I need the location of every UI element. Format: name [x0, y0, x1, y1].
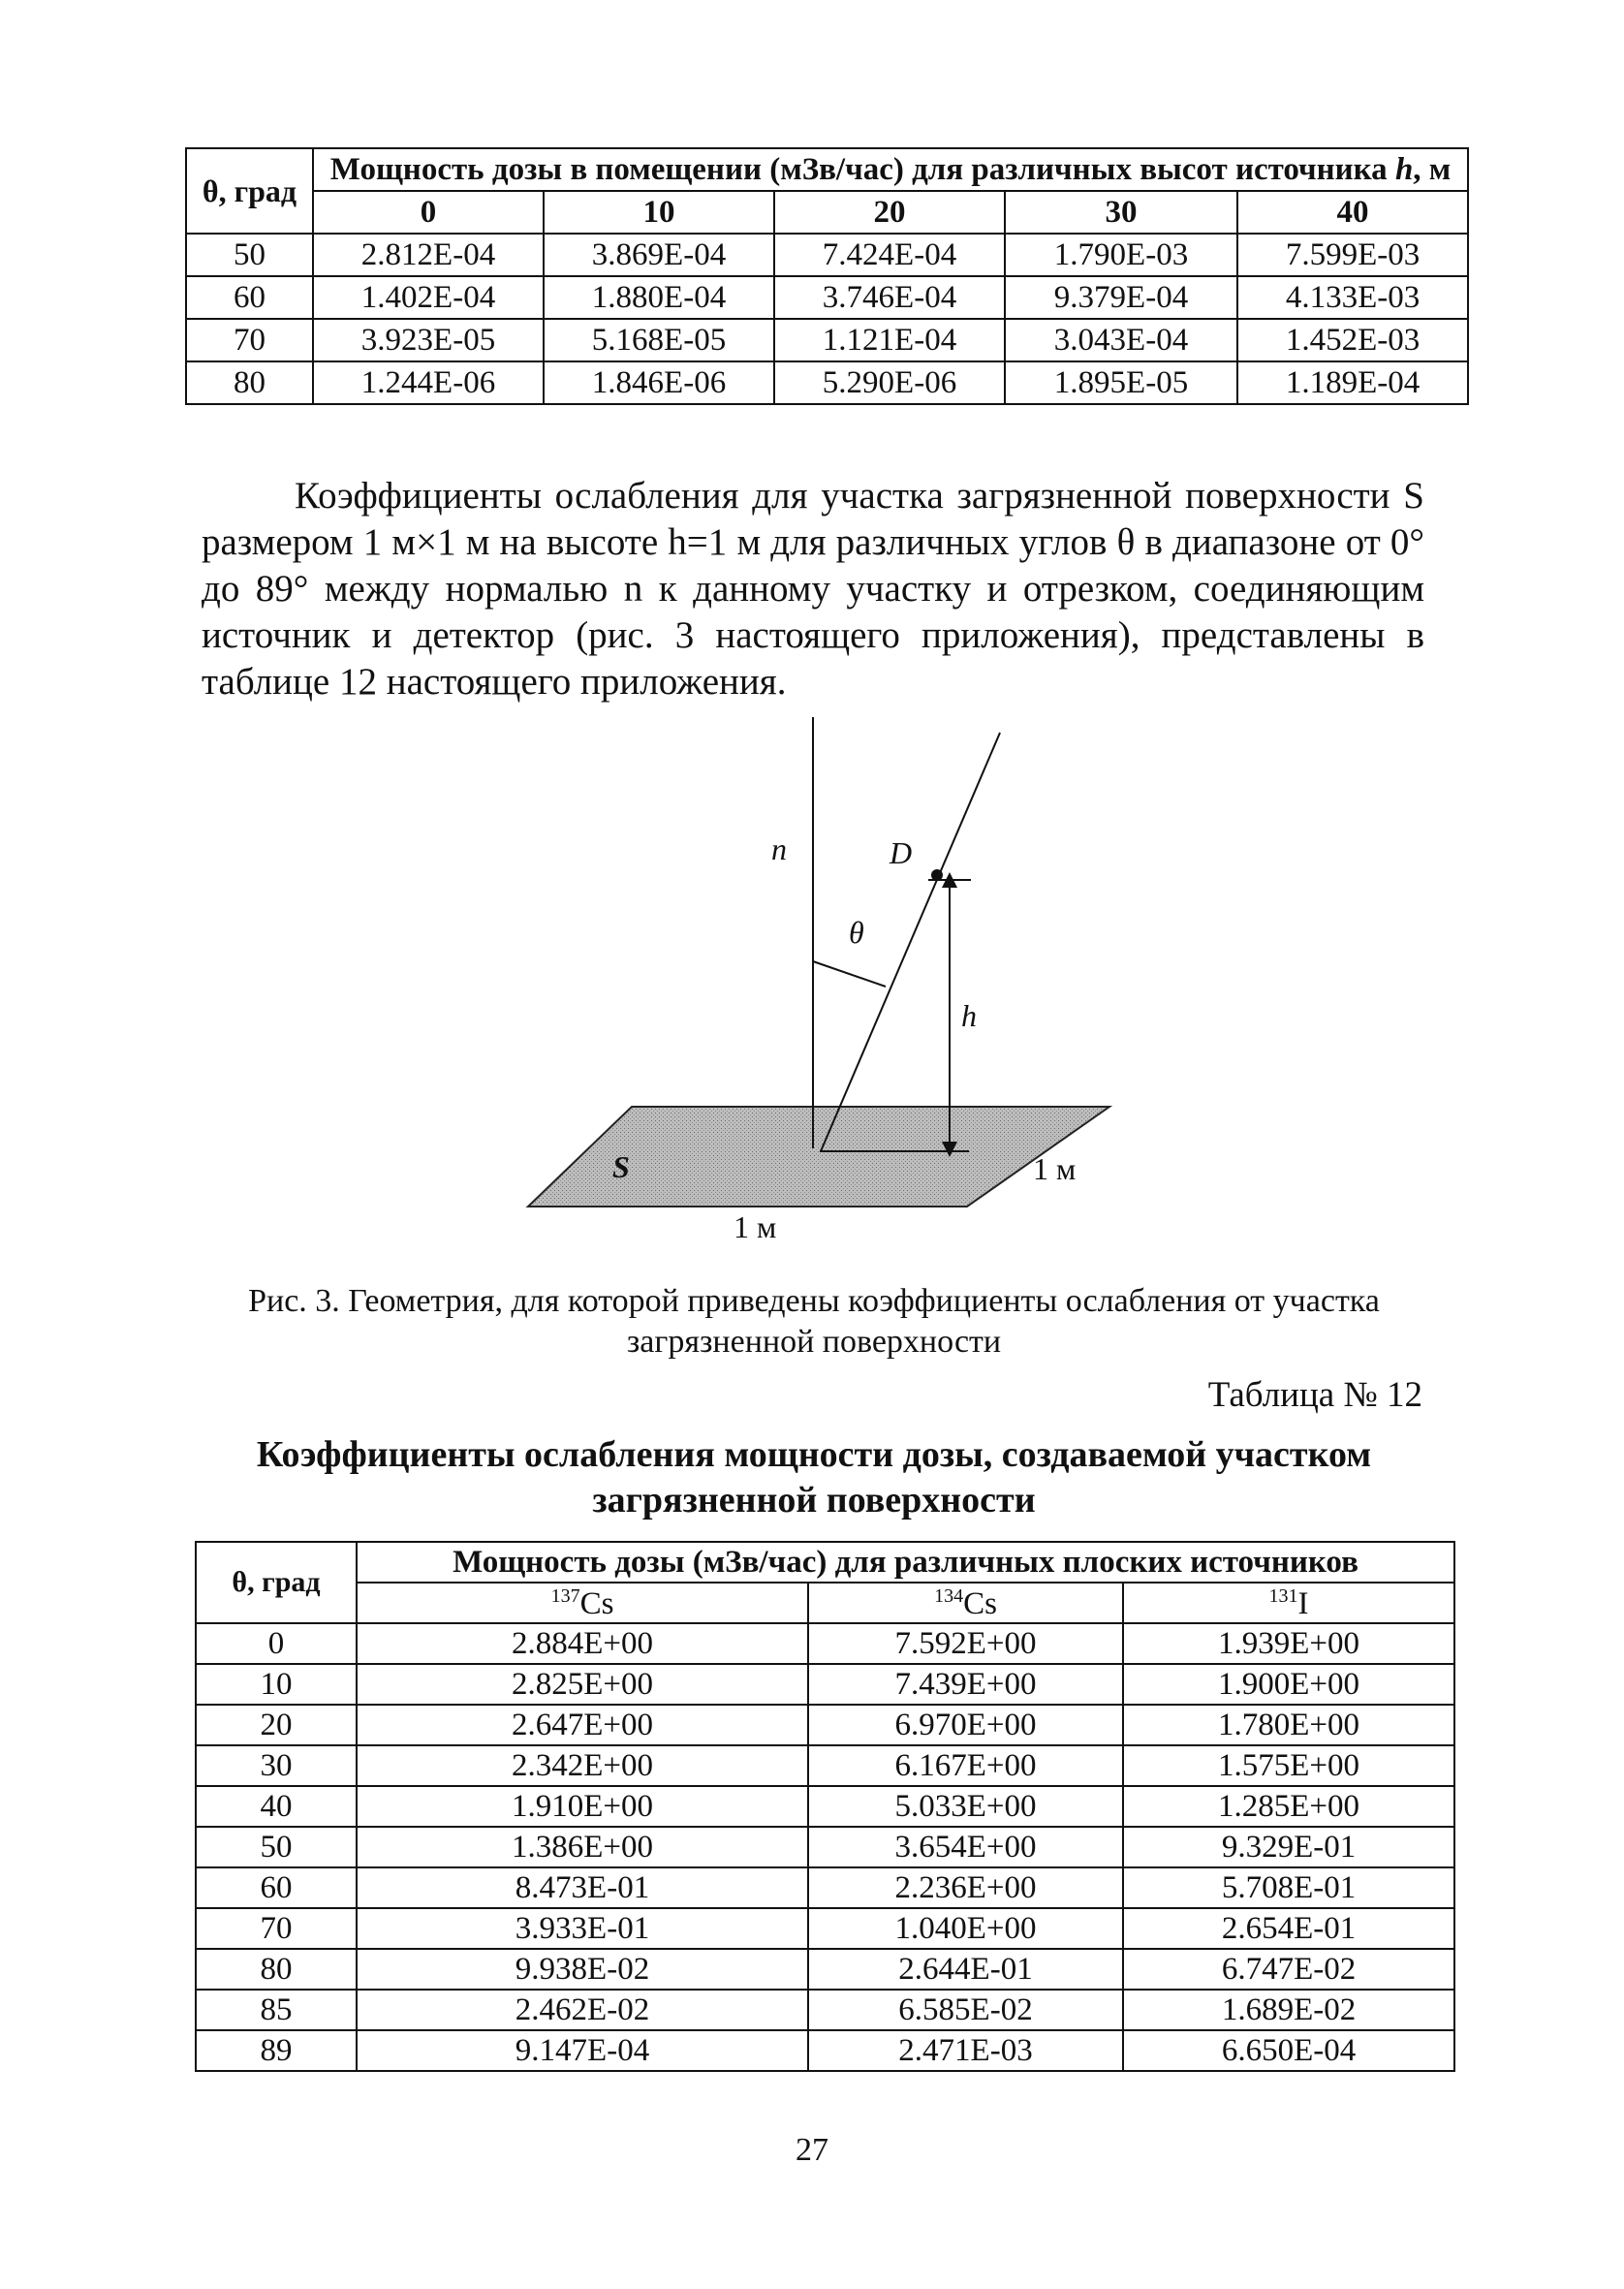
height-header: 30 — [1005, 191, 1237, 234]
table-title — [194, 1432, 1434, 1523]
height-header: 10 — [544, 191, 774, 234]
value-cell: 5.033E+00 — [808, 1786, 1123, 1827]
value-cell: 6.650E-04 — [1123, 2030, 1454, 2071]
value-cell: 3.933E-01 — [357, 1908, 808, 1949]
value-cell: 2.471E-03 — [808, 2030, 1123, 2071]
paragraph-line: таблице 12 настоящего приложения. — [202, 661, 787, 703]
side-length-bottom-label: 1 м — [734, 1209, 777, 1244]
table-header-row — [196, 1542, 1454, 1583]
value-cell: 1.121E-04 — [774, 319, 1005, 361]
height-label: h — [961, 998, 977, 1033]
value-cell: 1.689E-02 — [1123, 1990, 1454, 2030]
table-row — [196, 2030, 1454, 2071]
caption-line: Рис. 3. Геометрия, для которой приведены коэффициенты ослабления от участка — [248, 1283, 1380, 1319]
theta-cell: 30 — [196, 1745, 357, 1786]
theta-cell: 60 — [186, 276, 313, 319]
theta-cell: 10 — [196, 1664, 357, 1705]
value-cell: 6.585E-02 — [808, 1990, 1123, 2030]
value-cell: 6.970E+00 — [808, 1705, 1123, 1745]
theta-cell: 80 — [186, 361, 313, 404]
value-cell: 2.644E-01 — [808, 1949, 1123, 1990]
value-cell: 5.168E-05 — [544, 319, 774, 361]
value-cell: 2.647E+00 — [357, 1705, 808, 1745]
value-cell: 7.592E+00 — [808, 1623, 1123, 1664]
value-cell: 1.575E+00 — [1123, 1745, 1454, 1786]
value-cell: 8.473E-01 — [357, 1867, 808, 1908]
value-cell: 3.923E-05 — [313, 319, 544, 361]
height-header: 0 — [313, 191, 544, 234]
table-row — [196, 1745, 1454, 1786]
side-length-right-label: 1 м — [1033, 1151, 1077, 1186]
value-cell: 2.342E+00 — [357, 1745, 808, 1786]
value-cell: 9.379E-04 — [1005, 276, 1237, 319]
theta-column-header: θ, град — [186, 148, 313, 234]
value-cell: 7.439E+00 — [808, 1664, 1123, 1705]
page-number: 27 — [796, 2132, 828, 2168]
value-cell: 1.780E+00 — [1123, 1705, 1454, 1745]
table-row — [196, 1949, 1454, 1990]
value-cell: 1.880E-04 — [544, 276, 774, 319]
value-cell: 1.402E-04 — [313, 276, 544, 319]
value-cell: 2.884E+00 — [357, 1623, 808, 1664]
value-cell: 9.329E-01 — [1123, 1827, 1454, 1867]
table-row — [196, 1827, 1454, 1867]
value-cell: 1.452E-03 — [1237, 319, 1468, 361]
value-cell: 1.189E-04 — [1237, 361, 1468, 404]
source-header-i131: $^{131}$I — [1123, 1583, 1454, 1623]
height-group-header: Мощность дозы в помещении (мЗв/час) для различных высот источника h, м — [313, 148, 1468, 191]
attenuation-coefficients-table — [195, 1541, 1455, 2072]
height-header: 40 — [1237, 191, 1468, 234]
value-cell: 2.654E-01 — [1123, 1908, 1454, 1949]
height-header: 20 — [774, 191, 1005, 234]
table-row — [196, 1664, 1454, 1705]
source-header-cs134: $^{134}$Cs — [808, 1583, 1123, 1623]
value-cell: 1.386E+00 — [357, 1827, 808, 1867]
paragraph-line: источник и детектор (рис. 3 настоящего приложения), представлены в — [202, 614, 1424, 656]
value-cell: 2.812E-04 — [313, 234, 544, 276]
theta-cell: 80 — [196, 1949, 357, 1990]
table-row — [196, 1908, 1454, 1949]
table-number: Таблица № 12 — [1207, 1375, 1422, 1415]
theta-cell: 70 — [186, 319, 313, 361]
value-cell: 1.285E+00 — [1123, 1786, 1454, 1827]
paragraph-line: размером 1 м×1 м на высоте h=1 м для различных углов θ в диапазоне от 0° — [202, 521, 1424, 563]
value-cell: 1.790E-03 — [1005, 234, 1237, 276]
theta-cell: 20 — [196, 1705, 357, 1745]
value-cell: 1.040E+00 — [808, 1908, 1123, 1949]
value-cell: 5.708E-01 — [1123, 1867, 1454, 1908]
table-row — [196, 1705, 1454, 1745]
source-group-header: Мощность дозы (мЗв/час) для различных плоских источников — [357, 1542, 1454, 1583]
theta-cell: 50 — [186, 234, 313, 276]
value-cell: 3.043E-04 — [1005, 319, 1237, 361]
value-cell: 3.654E+00 — [808, 1827, 1123, 1867]
value-cell: 7.424E-04 — [774, 234, 1005, 276]
table-title-line: загрязненной поверхности — [592, 1480, 1036, 1521]
table-row — [196, 1867, 1454, 1908]
value-cell: 4.133E-03 — [1237, 276, 1468, 319]
table-row — [196, 1623, 1454, 1664]
theta-cell: 70 — [196, 1908, 357, 1949]
value-cell: 7.599E-03 — [1237, 234, 1468, 276]
paragraph-line: Коэффициенты ослабления для участка загрязненной поверхности S — [295, 475, 1424, 517]
value-cell: 3.869E-04 — [544, 234, 774, 276]
value-cell: 2.825E+00 — [357, 1664, 808, 1705]
value-cell: 9.938E-02 — [357, 1949, 808, 1990]
value-cell: 6.747E-02 — [1123, 1949, 1454, 1990]
value-cell: 5.290E-06 — [774, 361, 1005, 404]
value-cell: 1.895E-05 — [1005, 361, 1237, 404]
theta-column-header: θ, град — [196, 1542, 357, 1623]
value-cell: 6.167E+00 — [808, 1745, 1123, 1786]
theta-cell: 0 — [196, 1623, 357, 1664]
detector-point — [931, 869, 943, 881]
value-cell: 2.462E-02 — [357, 1990, 808, 2030]
theta-cell: 40 — [196, 1786, 357, 1827]
theta-cell: 60 — [196, 1867, 357, 1908]
value-cell: 1.244E-06 — [313, 361, 544, 404]
source-detector-segment — [821, 733, 1000, 1151]
value-cell: 1.939E+00 — [1123, 1623, 1454, 1664]
table-row — [196, 1786, 1454, 1827]
value-cell: 1.900E+00 — [1123, 1664, 1454, 1705]
paragraph-line: до 89° между нормалью n к данному участку и отрезком, соединяющим — [202, 568, 1424, 610]
figure-caption — [194, 1281, 1434, 1363]
table-body — [196, 1623, 1454, 2071]
theta-cell: 85 — [196, 1990, 357, 2030]
surface-label: S — [612, 1149, 630, 1184]
table-title-line: Коэффициенты ослабления мощности дозы, создаваемой участком — [256, 1434, 1372, 1475]
value-cell: 2.236E+00 — [808, 1867, 1123, 1908]
value-cell: 1.910E+00 — [357, 1786, 808, 1827]
source-header-cs137: $^{137}$Cs — [357, 1583, 808, 1623]
theta-cell: 89 — [196, 2030, 357, 2071]
theta-cell: 50 — [196, 1827, 357, 1867]
angle-arc-marker — [813, 961, 886, 987]
angle-label: θ — [849, 915, 864, 950]
value-cell: 9.147E-04 — [357, 2030, 808, 2071]
detector-label: D — [890, 835, 913, 870]
source-row — [196, 1583, 1454, 1623]
value-cell: 3.746E-04 — [774, 276, 1005, 319]
table-row — [196, 1990, 1454, 2030]
normal-label: n — [771, 831, 787, 866]
value-cell: 1.846E-06 — [544, 361, 774, 404]
caption-line: загрязненной поверхности — [626, 1324, 1002, 1360]
